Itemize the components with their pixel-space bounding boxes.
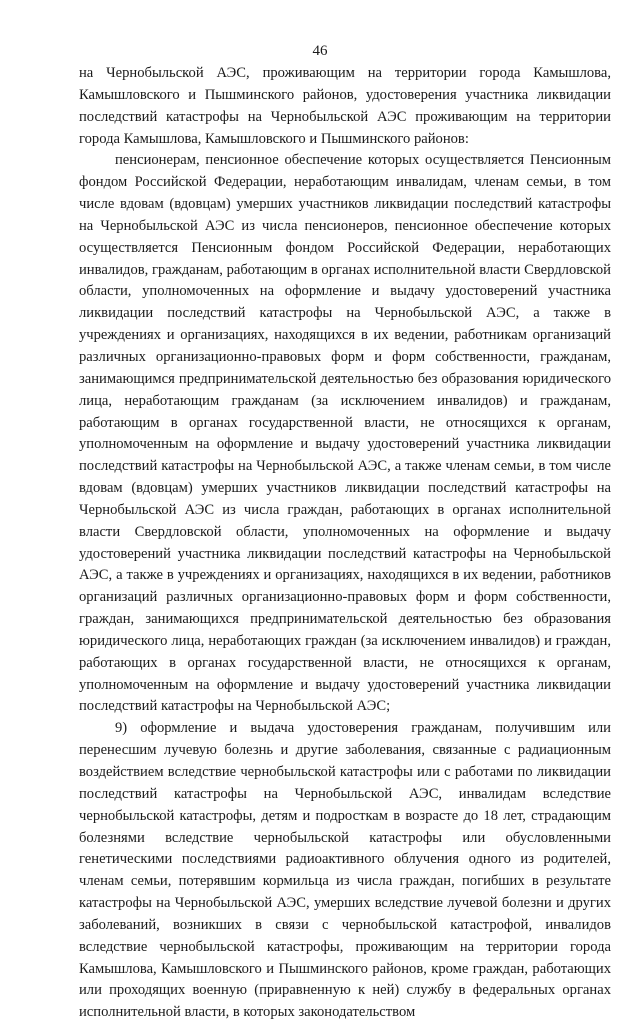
document-body [79, 63, 611, 1024]
paragraph-continuation: на Чернобыльской АЭС, проживающим на территории города Камышлова, Камышловского и Пышминского районов, удостоверения участника ликвидации последствий катастрофы на Чернобыльской АЭС проживающим на территории города Камышлова, Камышловского и Пышминского районов: [79, 65, 611, 147]
page-number: 46 [312, 43, 328, 59]
paragraph-item-9: 9) оформление и выдача удостоверения гражданам, получившим или перенесшим лучевую болезнь и другие заболевания, связанные с радиационным воздействием вследствие чернобыльской катастрофы или с работами по ликвидации последствий катастрофы на Чернобыльской АЭС, инвалидам вследствие чернобыльской катастрофы, детям и подросткам в возрасте до 18 лет, страдающим болезнями вследствие чернобыльской катастрофы или обусловленными генетическими последствиями радиоактивного облучения одного из родителей, членам семьи, потерявшим кормильца из числа граждан, погибших в результате катастрофы на Чернобыльской АЭС, умерших вследствие лучевой болезни и других заболеваний, возникших в связи с чернобыльской катастрофой, инвалидов вследствие чернобыльской катастрофы, проживающим на территории города Камышлова, Камышловского и Пышминского районов, кроме граждан, работающих или проходящих военную (приравненную к ней) службу в федеральных органах исполнительной власти, в которых законодательством [79, 720, 611, 1021]
paragraph-pensioners: пенсионерам, пенсионное обеспечение которых осуществляется Пенсионным фондом Российской Федерации, неработающим инвалидам, членам семьи, в том числе вдовам (вдовцам) умерших участников ликвидации последствий катастрофы на Чернобыльской АЭС из числа пенсионеров, пенсионное обеспечение которых осуществляется Пенсионным фондом Российской Федерации, неработающих инвалидов, гражданам, работающим в органах исполнительной власти Свердловской области, уполномоченных на оформление и выдачу удостоверений участника ликвидации последствий катастрофы на Чернобыльской АЭС, а также в учреждениях и организациях, находящихся в их ведении, работникам организаций различных организационно-правовых форм и форм собственности, гражданам, занимающимся предпринимательской деятельностью без образования юридического лица, неработающим гражданам (за исключением инвалидов) и гражданам, работающим в органах государственной власти, не относящихся к органам, уполномоченным на оформление и выдачу удостоверений участника ликвидации последствий катастрофы на Чернобыльской АЭС, а также членам семьи, в том числе вдовам (вдовцам) умерших участников ликвидации последствий катастрофы на Чернобыльской АЭС из числа граждан, работающих в органах исполнительной власти Свердловской области, уполномоченных на оформление и выдачу удостоверений участника ликвидации последствий катастрофы на Чернобыльской АЭС, а также в учреждениях и организациях, находящихся в их ведении, работников организаций различных организационно-правовых форм и форм собственности, граждан, занимающихся предпринимательской деятельностью без образования юридического лица, неработающих граждан (за исключением инвалидов) и граждан, работающих в органах государственной власти, не относящихся к органам, уполномоченным на оформление и выдачу удостоверений участника ликвидации последствий катастрофы на Чернобыльской АЭС; [79, 152, 611, 715]
